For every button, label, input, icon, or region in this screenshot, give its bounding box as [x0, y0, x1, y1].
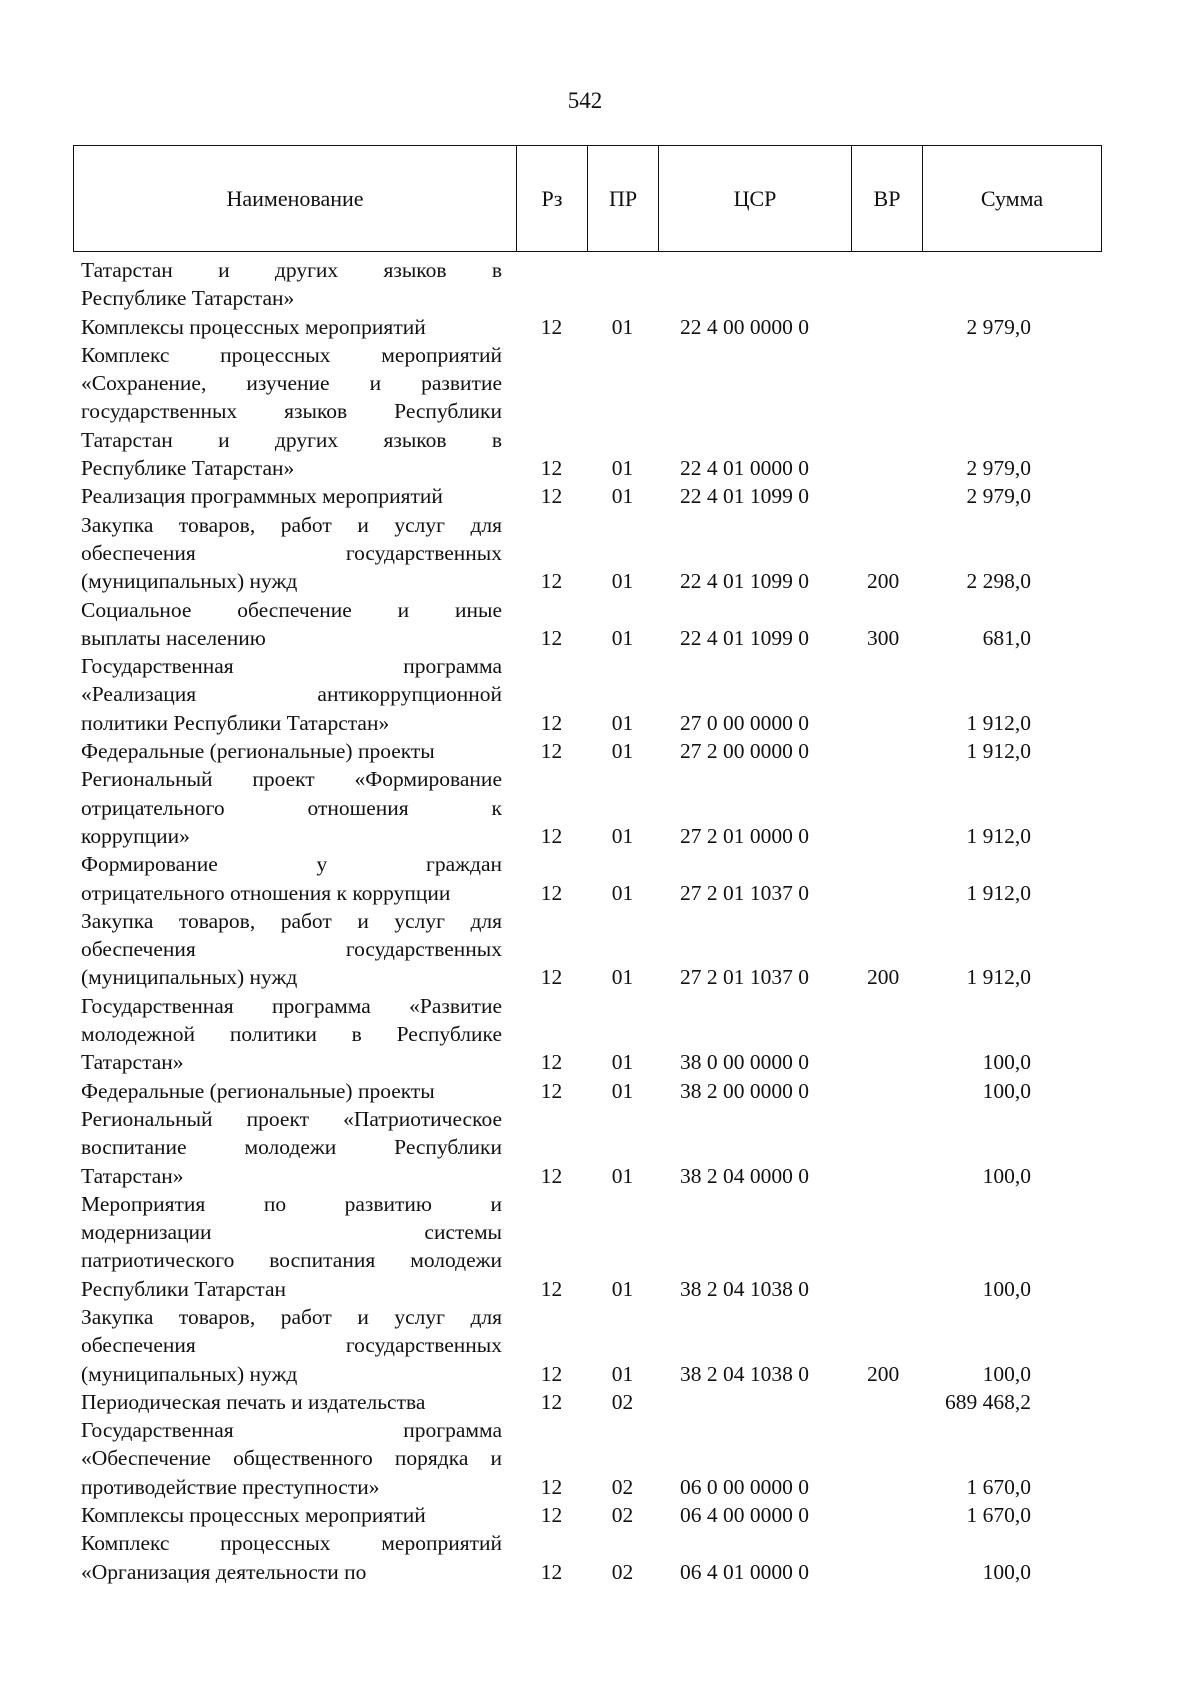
row-name: [73, 511, 516, 596]
row-name-line: Региональный проект «Патриотическое: [81, 1106, 502, 1131]
row-sum: 2 979,0: [966, 456, 1031, 481]
row-vr: [851, 341, 922, 482]
row-name-line: Комплекс процессных мероприятий: [81, 1531, 502, 1556]
row-name-line: Государственная программа: [81, 654, 502, 679]
row-name-line: Комплекс процессных мероприятий: [81, 342, 502, 367]
row-csr: 22 4 01 0000 0: [680, 456, 809, 481]
row-sum: 1 912,0: [966, 739, 1031, 764]
row-rz: 12: [540, 569, 563, 594]
row-csr: 22 4 00 0000 0: [680, 314, 809, 339]
row-rz: 12: [540, 880, 563, 905]
row-name: [73, 1388, 516, 1416]
row-name: [73, 1529, 516, 1586]
row-name-line: Татарстан и других языков в: [81, 427, 502, 452]
row-name-line: Татарстан»: [81, 1050, 184, 1075]
row-sum: 1 912,0: [966, 710, 1031, 735]
row-sum: 689 468,2: [945, 1389, 1031, 1414]
row-csr: 27 2 01 1037 0: [680, 880, 809, 905]
row-name-line: обеспечения государственных: [81, 1333, 502, 1358]
row-rz: 12: [540, 965, 563, 990]
row-name-line: «Сохранение, изучение и развитие: [81, 371, 502, 396]
row-name: [73, 1416, 516, 1501]
row-csr: 06 4 00 0000 0: [680, 1503, 809, 1528]
row-name-line: «Организация деятельности по: [81, 1559, 367, 1584]
row-sum: 100,0: [982, 1163, 1031, 1188]
row-vr: [851, 1190, 922, 1303]
row-csr: 38 0 00 0000 0: [680, 1050, 809, 1075]
row-name: [73, 850, 516, 907]
row-pr: 02: [611, 1559, 634, 1584]
row-name-line: Федеральные (региональные) проекты: [81, 739, 435, 764]
row-rz: 12: [540, 456, 563, 481]
row-vr: 200: [867, 1361, 900, 1386]
row-name-line: обеспечения государственных: [81, 937, 502, 962]
row-csr: 22 4 01 1099 0: [680, 625, 809, 650]
row-name: [73, 341, 516, 482]
row-csr: 38 2 04 0000 0: [680, 1163, 809, 1188]
row-pr: 01: [611, 456, 634, 481]
row-pr: 01: [611, 823, 634, 848]
row-name: [73, 256, 516, 313]
page-number: 542: [567, 88, 603, 113]
row-vr: [851, 1077, 922, 1105]
row-name: [73, 313, 516, 341]
row-rz: 12: [540, 625, 563, 650]
row-name-line: Республики Татарстан: [81, 1276, 287, 1301]
table-row: [73, 1190, 1101, 1303]
row-csr: 27 2 00 0000 0: [680, 739, 809, 764]
row-rz: 12: [540, 1503, 563, 1528]
row-name: [73, 907, 516, 992]
row-name-line: (муниципальных) нужд: [81, 965, 298, 990]
row-rz: 12: [540, 823, 563, 848]
row-sum: 100,0: [982, 1276, 1031, 1301]
row-vr: [851, 992, 922, 1077]
row-rz: 12: [540, 484, 563, 509]
row-name-line: отрицательного отношения к: [81, 795, 502, 820]
header-csr: ЦСР: [659, 146, 852, 252]
row-name: [73, 1105, 516, 1190]
row-name-line: политики Республики Татарстан»: [81, 710, 390, 735]
row-name: [73, 765, 516, 850]
row-sum: 100,0: [982, 1559, 1031, 1584]
row-name-line: Татарстан»: [81, 1163, 184, 1188]
row-vr: [851, 313, 922, 341]
row-rz: 12: [540, 1559, 563, 1584]
row-name-line: Закупка товаров, работ и услуг для: [81, 908, 502, 933]
row-sum: 1 670,0: [966, 1503, 1031, 1528]
table-row: [73, 341, 1101, 482]
table-row: [73, 1105, 1101, 1190]
row-rz: 12: [540, 710, 563, 735]
header-sum: Сумма: [923, 146, 1102, 252]
table-row: [73, 1529, 1101, 1586]
row-name-line: противодействие преступности»: [81, 1474, 380, 1499]
table-row: [73, 1077, 1101, 1105]
row-vr: [851, 850, 922, 907]
row-name-line: Формирование у граждан: [81, 852, 502, 877]
row-name-line: «Реализация антикоррупционной: [81, 682, 502, 707]
table-row: [73, 907, 1101, 992]
row-sum: 100,0: [982, 1361, 1031, 1386]
row-sum: 1 912,0: [966, 965, 1031, 990]
row-pr: 01: [611, 1163, 634, 1188]
row-vr: [851, 1388, 922, 1416]
table-row: [73, 596, 1101, 653]
row-name-line: обеспечения государственных: [81, 540, 502, 565]
row-vr: [851, 482, 922, 510]
row-csr: 38 2 00 0000 0: [680, 1078, 809, 1103]
row-name: [73, 482, 516, 510]
row-name-line: «Обеспечение общественного порядка и: [81, 1446, 502, 1471]
row-pr: 01: [611, 314, 634, 339]
row-rz: [516, 256, 587, 313]
row-pr: 02: [611, 1474, 634, 1499]
row-vr: [851, 1105, 922, 1190]
table-row: [73, 992, 1101, 1077]
row-pr: 01: [611, 1078, 634, 1103]
row-name-line: Региональный проект «Формирование: [81, 767, 502, 792]
table-row: [73, 737, 1101, 765]
table-row: [73, 1303, 1101, 1388]
row-pr: 01: [611, 1361, 634, 1386]
table-header: [73, 145, 1102, 252]
row-name-line: Комплексы процессных мероприятий: [81, 1503, 426, 1528]
row-name-line: Периодическая печать и издательства: [81, 1389, 426, 1414]
row-pr: 01: [611, 484, 634, 509]
row-sum: 2 979,0: [966, 314, 1031, 339]
row-rz: 12: [540, 1474, 563, 1499]
row-name: [73, 596, 516, 653]
row-name-line: отрицательного отношения к коррупции: [81, 880, 451, 905]
row-sum: 1 912,0: [966, 880, 1031, 905]
row-name-line: Закупка товаров, работ и услуг для: [81, 1304, 502, 1329]
row-csr: 38 2 04 1038 0: [680, 1361, 809, 1386]
row-name-line: государственных языков Республики: [81, 399, 502, 424]
row-name-line: Федеральные (региональные) проекты: [81, 1078, 435, 1103]
row-vr: [851, 737, 922, 765]
row-vr: 300: [867, 625, 900, 650]
row-sum: 2 298,0: [966, 569, 1031, 594]
row-csr: 22 4 01 1099 0: [680, 569, 809, 594]
row-csr: 27 2 01 0000 0: [680, 823, 809, 848]
row-rz: 12: [540, 739, 563, 764]
budget-table-body: [73, 256, 1101, 1586]
row-name-line: Социальное обеспечение и иные: [81, 597, 502, 622]
table-row: [73, 1501, 1101, 1529]
row-csr: 06 4 01 0000 0: [680, 1559, 809, 1584]
row-vr: [851, 652, 922, 737]
row-sum: 100,0: [982, 1050, 1031, 1075]
row-sum: 2 979,0: [966, 484, 1031, 509]
row-sum: 1 670,0: [966, 1474, 1031, 1499]
row-pr: [587, 256, 658, 313]
row-pr: 01: [611, 569, 634, 594]
table-row: [73, 850, 1101, 907]
row-csr: 38 2 04 1038 0: [680, 1276, 809, 1301]
table-row: [73, 482, 1101, 510]
row-name: [73, 992, 516, 1077]
row-name-line: коррупции»: [81, 823, 190, 848]
row-name-line: Мероприятия по развитию и: [81, 1191, 502, 1216]
row-sum: [922, 256, 1101, 313]
row-name-line: Закупка товаров, работ и услуг для: [81, 512, 502, 537]
row-rz: 12: [540, 1276, 563, 1301]
row-csr: 27 2 01 1037 0: [680, 965, 809, 990]
budget-table: [73, 256, 1101, 1586]
table-row: [73, 1388, 1101, 1416]
row-name-line: выплаты населению: [81, 625, 266, 650]
row-vr: 200: [867, 965, 900, 990]
table-row: [73, 511, 1101, 596]
row-name-line: Татарстан и других языков в: [81, 258, 502, 282]
row-rz: 12: [540, 1163, 563, 1188]
row-vr: [851, 765, 922, 850]
row-name-line: (муниципальных) нужд: [81, 1361, 298, 1386]
row-csr: 27 0 00 0000 0: [680, 710, 809, 735]
row-pr: 01: [611, 710, 634, 735]
row-pr: 01: [611, 880, 634, 905]
row-vr: [851, 256, 922, 313]
row-name-line: Государственная программа «Развитие: [81, 993, 502, 1018]
row-name-line: Республике Татарстан»: [81, 456, 295, 481]
row-rz: 12: [540, 1050, 563, 1075]
row-name: [73, 1077, 516, 1105]
row-csr: [658, 1388, 851, 1416]
row-name: [73, 652, 516, 737]
row-name: [73, 737, 516, 765]
row-rz: 12: [540, 1078, 563, 1103]
row-csr: 06 0 00 0000 0: [680, 1474, 809, 1499]
row-csr: [658, 256, 851, 313]
header-name: Наименование: [74, 146, 517, 252]
row-csr: 22 4 01 1099 0: [680, 484, 809, 509]
row-rz: 12: [540, 314, 563, 339]
row-rz: 12: [540, 1389, 563, 1414]
row-pr: 01: [611, 965, 634, 990]
row-sum: 681,0: [982, 625, 1031, 650]
row-pr: 01: [611, 1276, 634, 1301]
row-pr: 01: [611, 1050, 634, 1075]
row-name: [73, 1501, 516, 1529]
table-row: [73, 1416, 1101, 1501]
row-name-line: патриотического воспитания молодежи: [81, 1248, 502, 1273]
row-name: [73, 1190, 516, 1303]
row-rz: 12: [540, 1361, 563, 1386]
row-vr: [851, 1501, 922, 1529]
row-vr: 200: [867, 569, 900, 594]
row-name-line: воспитание молодежи Республики: [81, 1135, 502, 1160]
row-pr: 02: [611, 1503, 634, 1528]
row-vr: [851, 1416, 922, 1501]
row-name-line: Республике Татарстан»: [81, 286, 295, 311]
row-name-line: Государственная программа: [81, 1418, 502, 1443]
row-name-line: (муниципальных) нужд: [81, 569, 298, 594]
row-name-line: Реализация программных мероприятий: [81, 484, 443, 509]
table-row: [73, 765, 1101, 850]
row-pr: 01: [611, 625, 634, 650]
header-vr: ВР: [852, 146, 923, 252]
row-pr: 01: [611, 739, 634, 764]
row-name-line: молодежной политики в Республике: [81, 1022, 502, 1047]
row-vr: [851, 1529, 922, 1586]
row-name-line: Комплексы процессных мероприятий: [81, 314, 426, 339]
row-sum: 1 912,0: [966, 823, 1031, 848]
row-sum: 100,0: [982, 1078, 1031, 1103]
header-rz: Рз: [517, 146, 588, 252]
row-name-line: модернизации системы: [81, 1220, 502, 1245]
row-pr: 02: [611, 1389, 634, 1414]
row-name: [73, 1303, 516, 1388]
header-pr: ПР: [588, 146, 659, 252]
table-row: [73, 652, 1101, 737]
table-row: [73, 256, 1101, 313]
table-row: [73, 313, 1101, 341]
